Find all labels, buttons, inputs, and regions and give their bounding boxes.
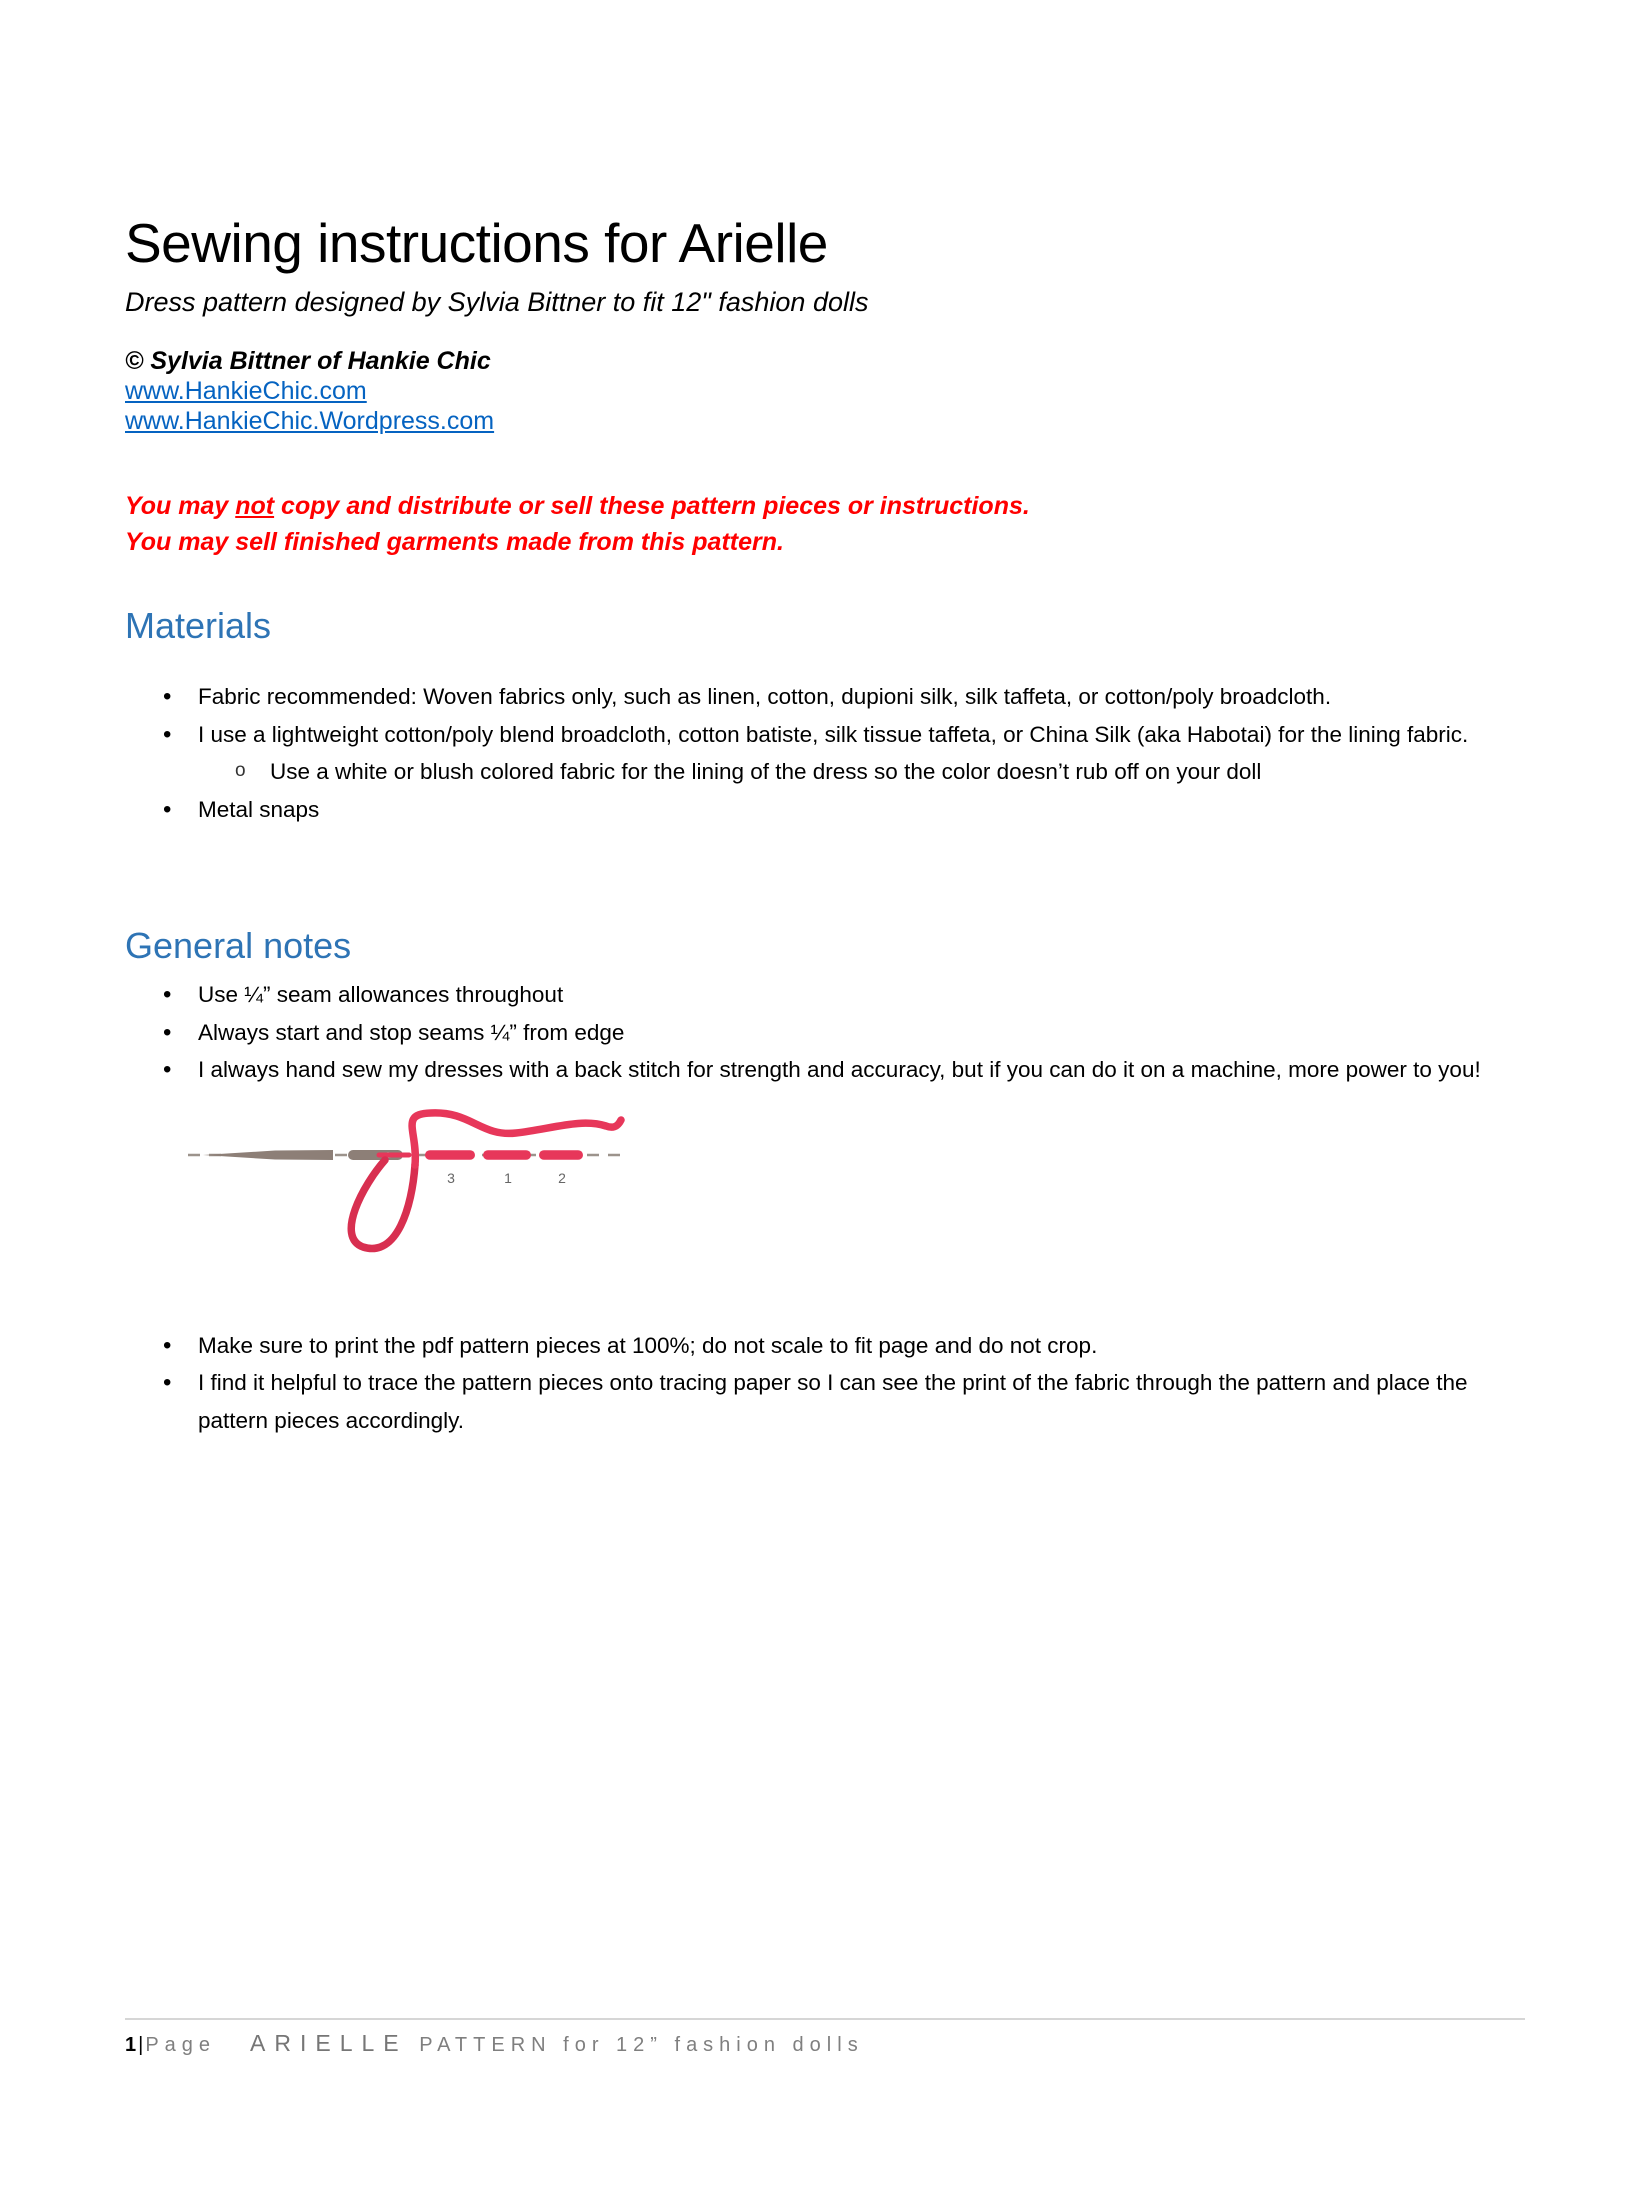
list-item: • Metal snaps [125,791,1525,829]
footer-text [125,2030,1525,2057]
page-subtitle: Dress pattern designed by Sylvia Bittner to fit 12" fashion dolls [125,287,869,317]
footer-pattern-name: ARIELLE [250,2030,408,2056]
materials-list [125,678,1525,828]
copyright-line: © Sylvia Bittner of Hankie Chic [125,347,491,375]
link-hankiechic[interactable]: www.HankieChic.com [125,377,367,405]
notice-line-1 [125,488,1525,524]
general-notes-list [125,976,1525,1089]
link-hankiechic-wordpress[interactable]: www.HankieChic.Wordpress.com [125,407,495,435]
list-item: • Use ¼” seam allowances throughout [125,976,1525,1014]
list-item: • I always hand sew my dresses with a back stitch for strength and accuracy, but if you can do it on a machine, more power to you! [125,1051,1525,1089]
list-item: • Always start and stop seams ¼” from edge [125,1014,1525,1052]
list-item: • Make sure to print the pdf pattern pieces at 100%; do not scale to fit page and do not crop. [125,1327,1525,1365]
list-item: • I use a lightweight cotton/poly blend broadcloth, cotton batiste, silk tissue taffeta, or China Silk (aka Habotai) for the lining fabric. [125,716,1525,754]
stitch-label: 3 [447,1169,455,1186]
materials-heading: Materials [125,605,272,646]
footer-separator: | [138,2034,146,2056]
needle-icon [203,1150,333,1160]
footer-divider [125,2018,1525,2020]
footer-page-word: Page [145,2034,217,2056]
general-notes-list-continued [125,1327,1525,1440]
list-item: • I find it helpful to trace the pattern pieces onto tracing paper so I can see the print of the fabric through the pattern and place the pattern pieces accordingly. [125,1364,1525,1439]
list-sub-item: o Use a white or blush colored fabric for the lining of the dress so the color doesn’t rub off on your doll [125,753,1525,791]
footer-pattern-description: PATTERN for 12” fashion dolls [419,2034,864,2056]
page-footer [125,2018,1525,2057]
stitch-label: 1 [504,1169,512,1186]
stitch-segment [425,1150,475,1160]
notice-line1-suffix: copy and distribute or sell these pattern pieces or instructions. [274,492,1030,520]
list-item: • Fabric recommended: Woven fabrics only, such as linen, cotton, dupioni silk, silk taffeta, or cotton/poly broadcloth. [125,678,1525,716]
notice-line-2: You may sell finished garments made from this pattern. [125,528,784,556]
thread-loop [351,1160,415,1249]
footer-page-number: 1 [125,2034,139,2056]
notice-line1-prefix: You may [125,492,236,520]
stitch-segment [483,1150,531,1160]
copyright-notice [125,488,1525,560]
general-notes-heading: General notes [125,925,352,966]
notice-line1-underlined: not [235,492,275,520]
page-title: Sewing instructions for Arielle [125,212,828,274]
stitch-segment [539,1150,583,1160]
stitch-label: 2 [558,1169,566,1186]
back-stitch-diagram-image [185,1107,625,1267]
